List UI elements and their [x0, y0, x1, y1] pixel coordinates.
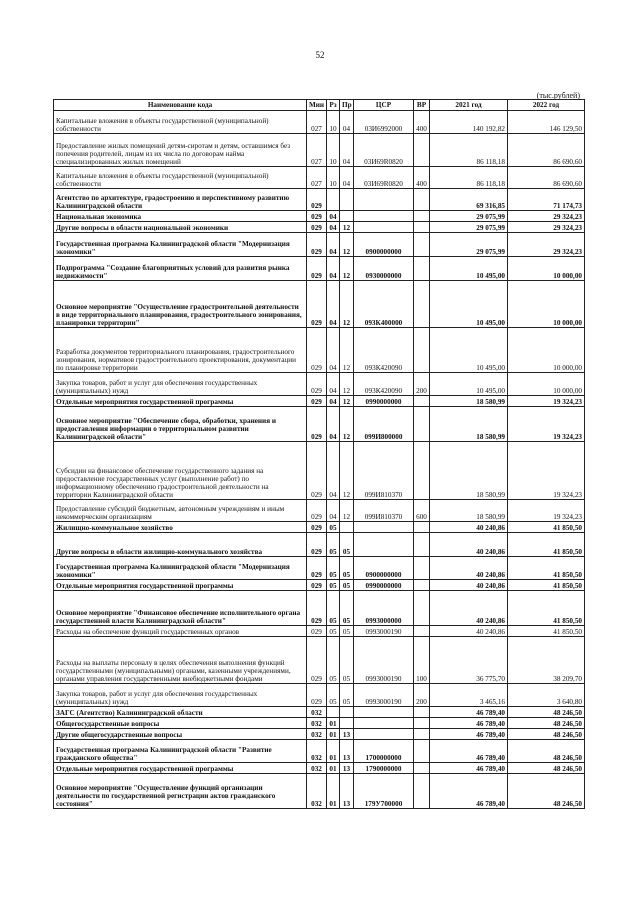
- cell-2022: 29 324,23: [508, 233, 585, 257]
- cell-min: 029: [307, 281, 327, 328]
- cell-2022: 19 324,23: [508, 407, 585, 442]
- cell-rz: 05: [327, 580, 340, 591]
- table-row: [54, 557, 585, 580]
- cell-min: 029: [307, 626, 327, 637]
- cell-2021: 46 789,40: [430, 718, 508, 729]
- cell-vr: [414, 257, 430, 281]
- cell-rz: 10: [327, 111, 340, 134]
- cell-2022: 41 850,50: [508, 557, 585, 580]
- cell-vr: [414, 763, 430, 774]
- cell-name: Расходы на выплаты персоналу в целях обеспечения выполнения функций государственными (муниципальными) органами, казенными учреждениями, органами управления государственными внебюджетными фондами: [54, 637, 307, 684]
- cell-2021: 40 240,86: [430, 533, 508, 557]
- cell-csr: 0900000000: [354, 557, 414, 580]
- cell-rz: 04: [327, 233, 340, 257]
- cell-vr: [414, 328, 430, 373]
- cell-min: 029: [307, 684, 327, 707]
- cell-min: 029: [307, 557, 327, 580]
- table-row: [54, 189, 585, 211]
- cell-2021: 3 465,16: [430, 684, 508, 707]
- header-rz: Рз: [327, 100, 340, 111]
- cell-name: Основное мероприятие "Осуществление функций организации деятельности по государственной регистрации актов гражданского состояния": [54, 774, 307, 809]
- table-row: [54, 111, 585, 134]
- cell-2021: 86 118,18: [430, 134, 508, 167]
- table-header: [54, 100, 585, 111]
- table-row: [54, 637, 585, 684]
- cell-2022: 41 850,50: [508, 626, 585, 637]
- cell-2021: 46 789,40: [430, 707, 508, 718]
- cell-2022: 48 246,50: [508, 707, 585, 718]
- table-row: [54, 222, 585, 233]
- cell-name: Агентство по архитектуре, градостроению и перспективному развитию Калининградской области: [54, 189, 307, 211]
- cell-2021: 18 580,99: [430, 407, 508, 442]
- cell-name: Капитальные вложения в объекты государственной (муниципальной) собственности: [54, 111, 307, 134]
- cell-2021: 29 075,99: [430, 211, 508, 222]
- cell-name: Национальная экономика: [54, 211, 307, 222]
- table-row: [54, 684, 585, 707]
- cell-pr: 04: [340, 111, 354, 134]
- cell-2022: 41 850,50: [508, 522, 585, 533]
- cell-pr: 13: [340, 740, 354, 763]
- cell-rz: 04: [327, 281, 340, 328]
- cell-csr: [354, 729, 414, 740]
- cell-2022: 3 640,80: [508, 684, 585, 707]
- cell-name: Государственная программа Калининградской области "Развитие гражданского общества": [54, 740, 307, 763]
- cell-min: 032: [307, 718, 327, 729]
- cell-pr: [340, 718, 354, 729]
- cell-vr: 200: [414, 684, 430, 707]
- table-row: [54, 500, 585, 522]
- cell-vr: [414, 729, 430, 740]
- table-row: [54, 718, 585, 729]
- cell-vr: 400: [414, 111, 430, 134]
- cell-pr: 05: [340, 626, 354, 637]
- cell-rz: 04: [327, 328, 340, 373]
- cell-rz: 04: [327, 442, 340, 500]
- cell-name: Другие вопросы в области национальной экономики: [54, 222, 307, 233]
- table-row: [54, 396, 585, 407]
- cell-csr: [354, 189, 414, 211]
- cell-2022: 10 000,00: [508, 257, 585, 281]
- cell-2022: 71 174,73: [508, 189, 585, 211]
- cell-pr: 13: [340, 774, 354, 809]
- cell-csr: 099И810370: [354, 500, 414, 522]
- cell-csr: 03И6992000: [354, 111, 414, 134]
- cell-csr: [354, 522, 414, 533]
- cell-2021: 46 789,40: [430, 763, 508, 774]
- cell-min: 029: [307, 591, 327, 626]
- cell-name: Другие вопросы в области жилищно-коммунального хозяйства: [54, 533, 307, 557]
- cell-2021: 10 495,00: [430, 328, 508, 373]
- cell-csr: 0990000000: [354, 396, 414, 407]
- table-row: [54, 729, 585, 740]
- cell-min: 029: [307, 396, 327, 407]
- cell-2022: 38 209,70: [508, 637, 585, 684]
- cell-pr: 12: [340, 328, 354, 373]
- cell-min: 032: [307, 763, 327, 774]
- table-row: [54, 591, 585, 626]
- cell-csr: 093К420090: [354, 328, 414, 373]
- table-body: [54, 111, 585, 809]
- cell-min: 032: [307, 740, 327, 763]
- cell-2022: 41 850,50: [508, 591, 585, 626]
- cell-2021: 40 240,86: [430, 580, 508, 591]
- cell-name: Общегосударственные вопросы: [54, 718, 307, 729]
- cell-pr: [340, 211, 354, 222]
- cell-rz: 10: [327, 167, 340, 189]
- cell-vr: [414, 522, 430, 533]
- cell-2021: 46 789,40: [430, 740, 508, 763]
- table-row: [54, 740, 585, 763]
- cell-vr: [414, 591, 430, 626]
- cell-name: Другие общегосударственные вопросы: [54, 729, 307, 740]
- cell-min: 027: [307, 134, 327, 167]
- cell-2021: 46 789,40: [430, 774, 508, 809]
- cell-2022: 10 000,00: [508, 373, 585, 396]
- table-row: [54, 373, 585, 396]
- cell-2022: 41 850,50: [508, 580, 585, 591]
- cell-rz: [327, 707, 340, 718]
- cell-pr: 12: [340, 281, 354, 328]
- cell-csr: 099И800000: [354, 407, 414, 442]
- cell-csr: 03И69R0820: [354, 167, 414, 189]
- cell-pr: 12: [340, 257, 354, 281]
- cell-pr: 05: [340, 557, 354, 580]
- cell-csr: 0930000000: [354, 257, 414, 281]
- cell-name: Субсидии на финансовое обеспечение государственного задания на предоставление государственных услуг (выполнение работ) по информационному обеспечению градостроительной деятельности на территории Калининградской области: [54, 442, 307, 500]
- cell-rz: 01: [327, 718, 340, 729]
- cell-pr: 12: [340, 407, 354, 442]
- cell-csr: 0993000190: [354, 637, 414, 684]
- cell-min: 029: [307, 442, 327, 500]
- cell-rz: 01: [327, 763, 340, 774]
- cell-min: 029: [307, 407, 327, 442]
- cell-rz: 01: [327, 740, 340, 763]
- cell-csr: 0900000000: [354, 233, 414, 257]
- cell-csr: 179У700000: [354, 774, 414, 809]
- cell-pr: 05: [340, 684, 354, 707]
- cell-pr: 05: [340, 580, 354, 591]
- table-row: [54, 763, 585, 774]
- cell-2021: 10 495,00: [430, 281, 508, 328]
- header-csr: ЦСР: [354, 100, 414, 111]
- cell-2021: 18 580,99: [430, 442, 508, 500]
- cell-name: Расходы на обеспечение функций государственных органов: [54, 626, 307, 637]
- cell-min: 029: [307, 257, 327, 281]
- cell-csr: 1700000000: [354, 740, 414, 763]
- table-row: [54, 407, 585, 442]
- header-2021: 2021 год: [430, 100, 508, 111]
- cell-csr: [354, 533, 414, 557]
- cell-2022: 29 324,23: [508, 222, 585, 233]
- cell-2022: 48 246,50: [508, 763, 585, 774]
- cell-name: Государственная программа Калининградской области "Модернизация экономики": [54, 557, 307, 580]
- cell-min: 032: [307, 774, 327, 809]
- cell-min: 029: [307, 233, 327, 257]
- cell-vr: [414, 189, 430, 211]
- cell-rz: 05: [327, 637, 340, 684]
- cell-rz: 01: [327, 729, 340, 740]
- cell-min: 032: [307, 707, 327, 718]
- table-row: [54, 134, 585, 167]
- cell-2021: 36 775,70: [430, 637, 508, 684]
- cell-2021: 40 240,86: [430, 626, 508, 637]
- cell-name: Закупка товаров, работ и услуг для обеспечения государственных (муниципальных) нужд: [54, 373, 307, 396]
- cell-vr: [414, 740, 430, 763]
- cell-vr: [414, 222, 430, 233]
- header-2022: 2022 год: [508, 100, 585, 111]
- cell-pr: 13: [340, 729, 354, 740]
- cell-name: Основное мероприятие "Обеспечение сбора, обработки, хранения и предоставления информации о территориальном развитии Калининградской области": [54, 407, 307, 442]
- cell-pr: 04: [340, 167, 354, 189]
- cell-2022: 41 850,50: [508, 533, 585, 557]
- cell-min: 029: [307, 373, 327, 396]
- cell-pr: 04: [340, 134, 354, 167]
- cell-name: Предоставление субсидий бюджетным, автономным учреждениям и иным некоммерческим организациям: [54, 500, 307, 522]
- cell-rz: [327, 189, 340, 211]
- cell-2022: 29 324,23: [508, 211, 585, 222]
- table-row: [54, 522, 585, 533]
- cell-vr: 100: [414, 637, 430, 684]
- cell-2021: 69 316,85: [430, 189, 508, 211]
- cell-pr: [340, 189, 354, 211]
- table-row: [54, 626, 585, 637]
- cell-min: 029: [307, 522, 327, 533]
- cell-csr: [354, 707, 414, 718]
- cell-rz: 05: [327, 591, 340, 626]
- cell-pr: 05: [340, 637, 354, 684]
- cell-csr: 093К420090: [354, 373, 414, 396]
- page-number: 52: [315, 50, 325, 60]
- table-row: [54, 328, 585, 373]
- table-row: [54, 580, 585, 591]
- cell-2021: 40 240,86: [430, 591, 508, 626]
- cell-csr: [354, 718, 414, 729]
- cell-pr: 12: [340, 500, 354, 522]
- cell-csr: 0993000190: [354, 684, 414, 707]
- cell-vr: [414, 774, 430, 809]
- cell-2022: 86 690,60: [508, 167, 585, 189]
- cell-pr: 13: [340, 763, 354, 774]
- cell-2021: 86 118,18: [430, 167, 508, 189]
- cell-2021: 18 580,99: [430, 500, 508, 522]
- cell-rz: 04: [327, 222, 340, 233]
- cell-min: 027: [307, 167, 327, 189]
- cell-name: Отдельные мероприятия государственной программы: [54, 396, 307, 407]
- table-row: [54, 281, 585, 328]
- cell-name: Жилищно-коммунальное хозяйство: [54, 522, 307, 533]
- header-min: Мин: [307, 100, 327, 111]
- cell-2022: 48 246,50: [508, 774, 585, 809]
- cell-min: 029: [307, 500, 327, 522]
- cell-2021: 18 580,99: [430, 396, 508, 407]
- cell-vr: [414, 233, 430, 257]
- cell-pr: 05: [340, 533, 354, 557]
- cell-rz: 10: [327, 134, 340, 167]
- cell-rz: 04: [327, 211, 340, 222]
- cell-2022: 19 324,23: [508, 442, 585, 500]
- cell-vr: 400: [414, 167, 430, 189]
- cell-rz: 04: [327, 373, 340, 396]
- cell-rz: 05: [327, 533, 340, 557]
- cell-vr: [414, 396, 430, 407]
- cell-pr: 05: [340, 591, 354, 626]
- cell-min: 029: [307, 533, 327, 557]
- cell-2022: 48 246,50: [508, 740, 585, 763]
- cell-min: 029: [307, 637, 327, 684]
- cell-name: Подпрограмма "Создание благоприятных условий для развития рынка недвижимости": [54, 257, 307, 281]
- header-vr: ВР: [414, 100, 430, 111]
- cell-2022: 86 690,60: [508, 134, 585, 167]
- header-name: Наименование кода: [54, 100, 307, 111]
- cell-rz: 05: [327, 684, 340, 707]
- cell-rz: 04: [327, 500, 340, 522]
- cell-pr: 12: [340, 222, 354, 233]
- cell-name: Закупка товаров, работ и услуг для обеспечения государственных (муниципальных) нужд: [54, 684, 307, 707]
- cell-2021: 46 789,40: [430, 729, 508, 740]
- cell-2021: 10 495,00: [430, 373, 508, 396]
- budget-table: [53, 99, 585, 809]
- cell-vr: [414, 707, 430, 718]
- cell-vr: 600: [414, 500, 430, 522]
- cell-2021: 29 075,99: [430, 222, 508, 233]
- cell-csr: 0993000000: [354, 591, 414, 626]
- cell-pr: 12: [340, 396, 354, 407]
- cell-2022: 10 000,00: [508, 328, 585, 373]
- cell-csr: 093К400000: [354, 281, 414, 328]
- cell-vr: [414, 718, 430, 729]
- cell-vr: [414, 407, 430, 442]
- cell-vr: [414, 211, 430, 222]
- cell-rz: 05: [327, 626, 340, 637]
- cell-min: 029: [307, 211, 327, 222]
- cell-2022: 19 324,23: [508, 396, 585, 407]
- cell-pr: 12: [340, 233, 354, 257]
- cell-rz: 05: [327, 522, 340, 533]
- cell-min: 027: [307, 111, 327, 134]
- cell-rz: 04: [327, 257, 340, 281]
- cell-2021: 140 192,82: [430, 111, 508, 134]
- cell-name: Отдельные мероприятия государственной программы: [54, 580, 307, 591]
- table-row: [54, 442, 585, 500]
- table-row: [54, 211, 585, 222]
- cell-2021: 29 075,99: [430, 233, 508, 257]
- cell-2022: 10 000,00: [508, 281, 585, 328]
- cell-2022: 48 246,50: [508, 718, 585, 729]
- cell-rz: 05: [327, 557, 340, 580]
- table-row: [54, 167, 585, 189]
- header-pr: Пр: [340, 100, 354, 111]
- table-row: [54, 707, 585, 718]
- cell-rz: 01: [327, 774, 340, 809]
- cell-min: 029: [307, 222, 327, 233]
- cell-2022: 146 129,50: [508, 111, 585, 134]
- cell-vr: [414, 557, 430, 580]
- cell-pr: 12: [340, 442, 354, 500]
- cell-pr: [340, 522, 354, 533]
- cell-name: Капитальные вложения в объекты государственной (муниципальной) собственности: [54, 167, 307, 189]
- table-row: [54, 774, 585, 809]
- cell-name: Отдельные мероприятия государственной программы: [54, 763, 307, 774]
- cell-min: 029: [307, 328, 327, 373]
- cell-2022: 19 324,23: [508, 500, 585, 522]
- cell-2021: 40 240,86: [430, 522, 508, 533]
- cell-rz: 04: [327, 396, 340, 407]
- cell-pr: 12: [340, 373, 354, 396]
- cell-name: ЗАГС (Агентство) Калининградской области: [54, 707, 307, 718]
- cell-vr: [414, 134, 430, 167]
- cell-csr: [354, 211, 414, 222]
- cell-name: Основное мероприятие "Осуществление градостроительной деятельности в виде территориального планирования, градостроительного зонирования, планировки территории": [54, 281, 307, 328]
- cell-csr: 03И69R0820: [354, 134, 414, 167]
- cell-csr: 0990000000: [354, 580, 414, 591]
- cell-name: Предоставление жилых помещений детям-сиротам и детям, оставшимся без попечения родителей, лицам из их числа по договорам найма специализированных жилых помещений: [54, 134, 307, 167]
- cell-csr: [354, 222, 414, 233]
- cell-csr: 1790000000: [354, 763, 414, 774]
- table-row: [54, 233, 585, 257]
- cell-csr: 099И810370: [354, 442, 414, 500]
- cell-2021: 40 240,86: [430, 557, 508, 580]
- cell-min: 029: [307, 189, 327, 211]
- table-row: [54, 257, 585, 281]
- cell-vr: [414, 281, 430, 328]
- unit-label: (тыс.рублей): [536, 91, 580, 100]
- cell-rz: 04: [327, 407, 340, 442]
- cell-vr: [414, 626, 430, 637]
- cell-vr: [414, 442, 430, 500]
- cell-vr: 200: [414, 373, 430, 396]
- cell-2021: 10 495,00: [430, 257, 508, 281]
- cell-name: Разработка документов территориального планирования, градостроительного зонирования, нормативов градостроительного проектирования, документации по планировке территории: [54, 328, 307, 373]
- cell-name: Основное мероприятие "Финансовое обеспечение исполнительного органа государственной власти Калининградской области": [54, 591, 307, 626]
- cell-csr: 0993000190: [354, 626, 414, 637]
- cell-2022: 48 246,50: [508, 729, 585, 740]
- table-row: [54, 533, 585, 557]
- cell-name: Государственная программа Калининградской области "Модернизация экономики": [54, 233, 307, 257]
- cell-vr: [414, 533, 430, 557]
- cell-min: 032: [307, 729, 327, 740]
- cell-pr: [340, 707, 354, 718]
- cell-vr: [414, 580, 430, 591]
- cell-min: 029: [307, 580, 327, 591]
